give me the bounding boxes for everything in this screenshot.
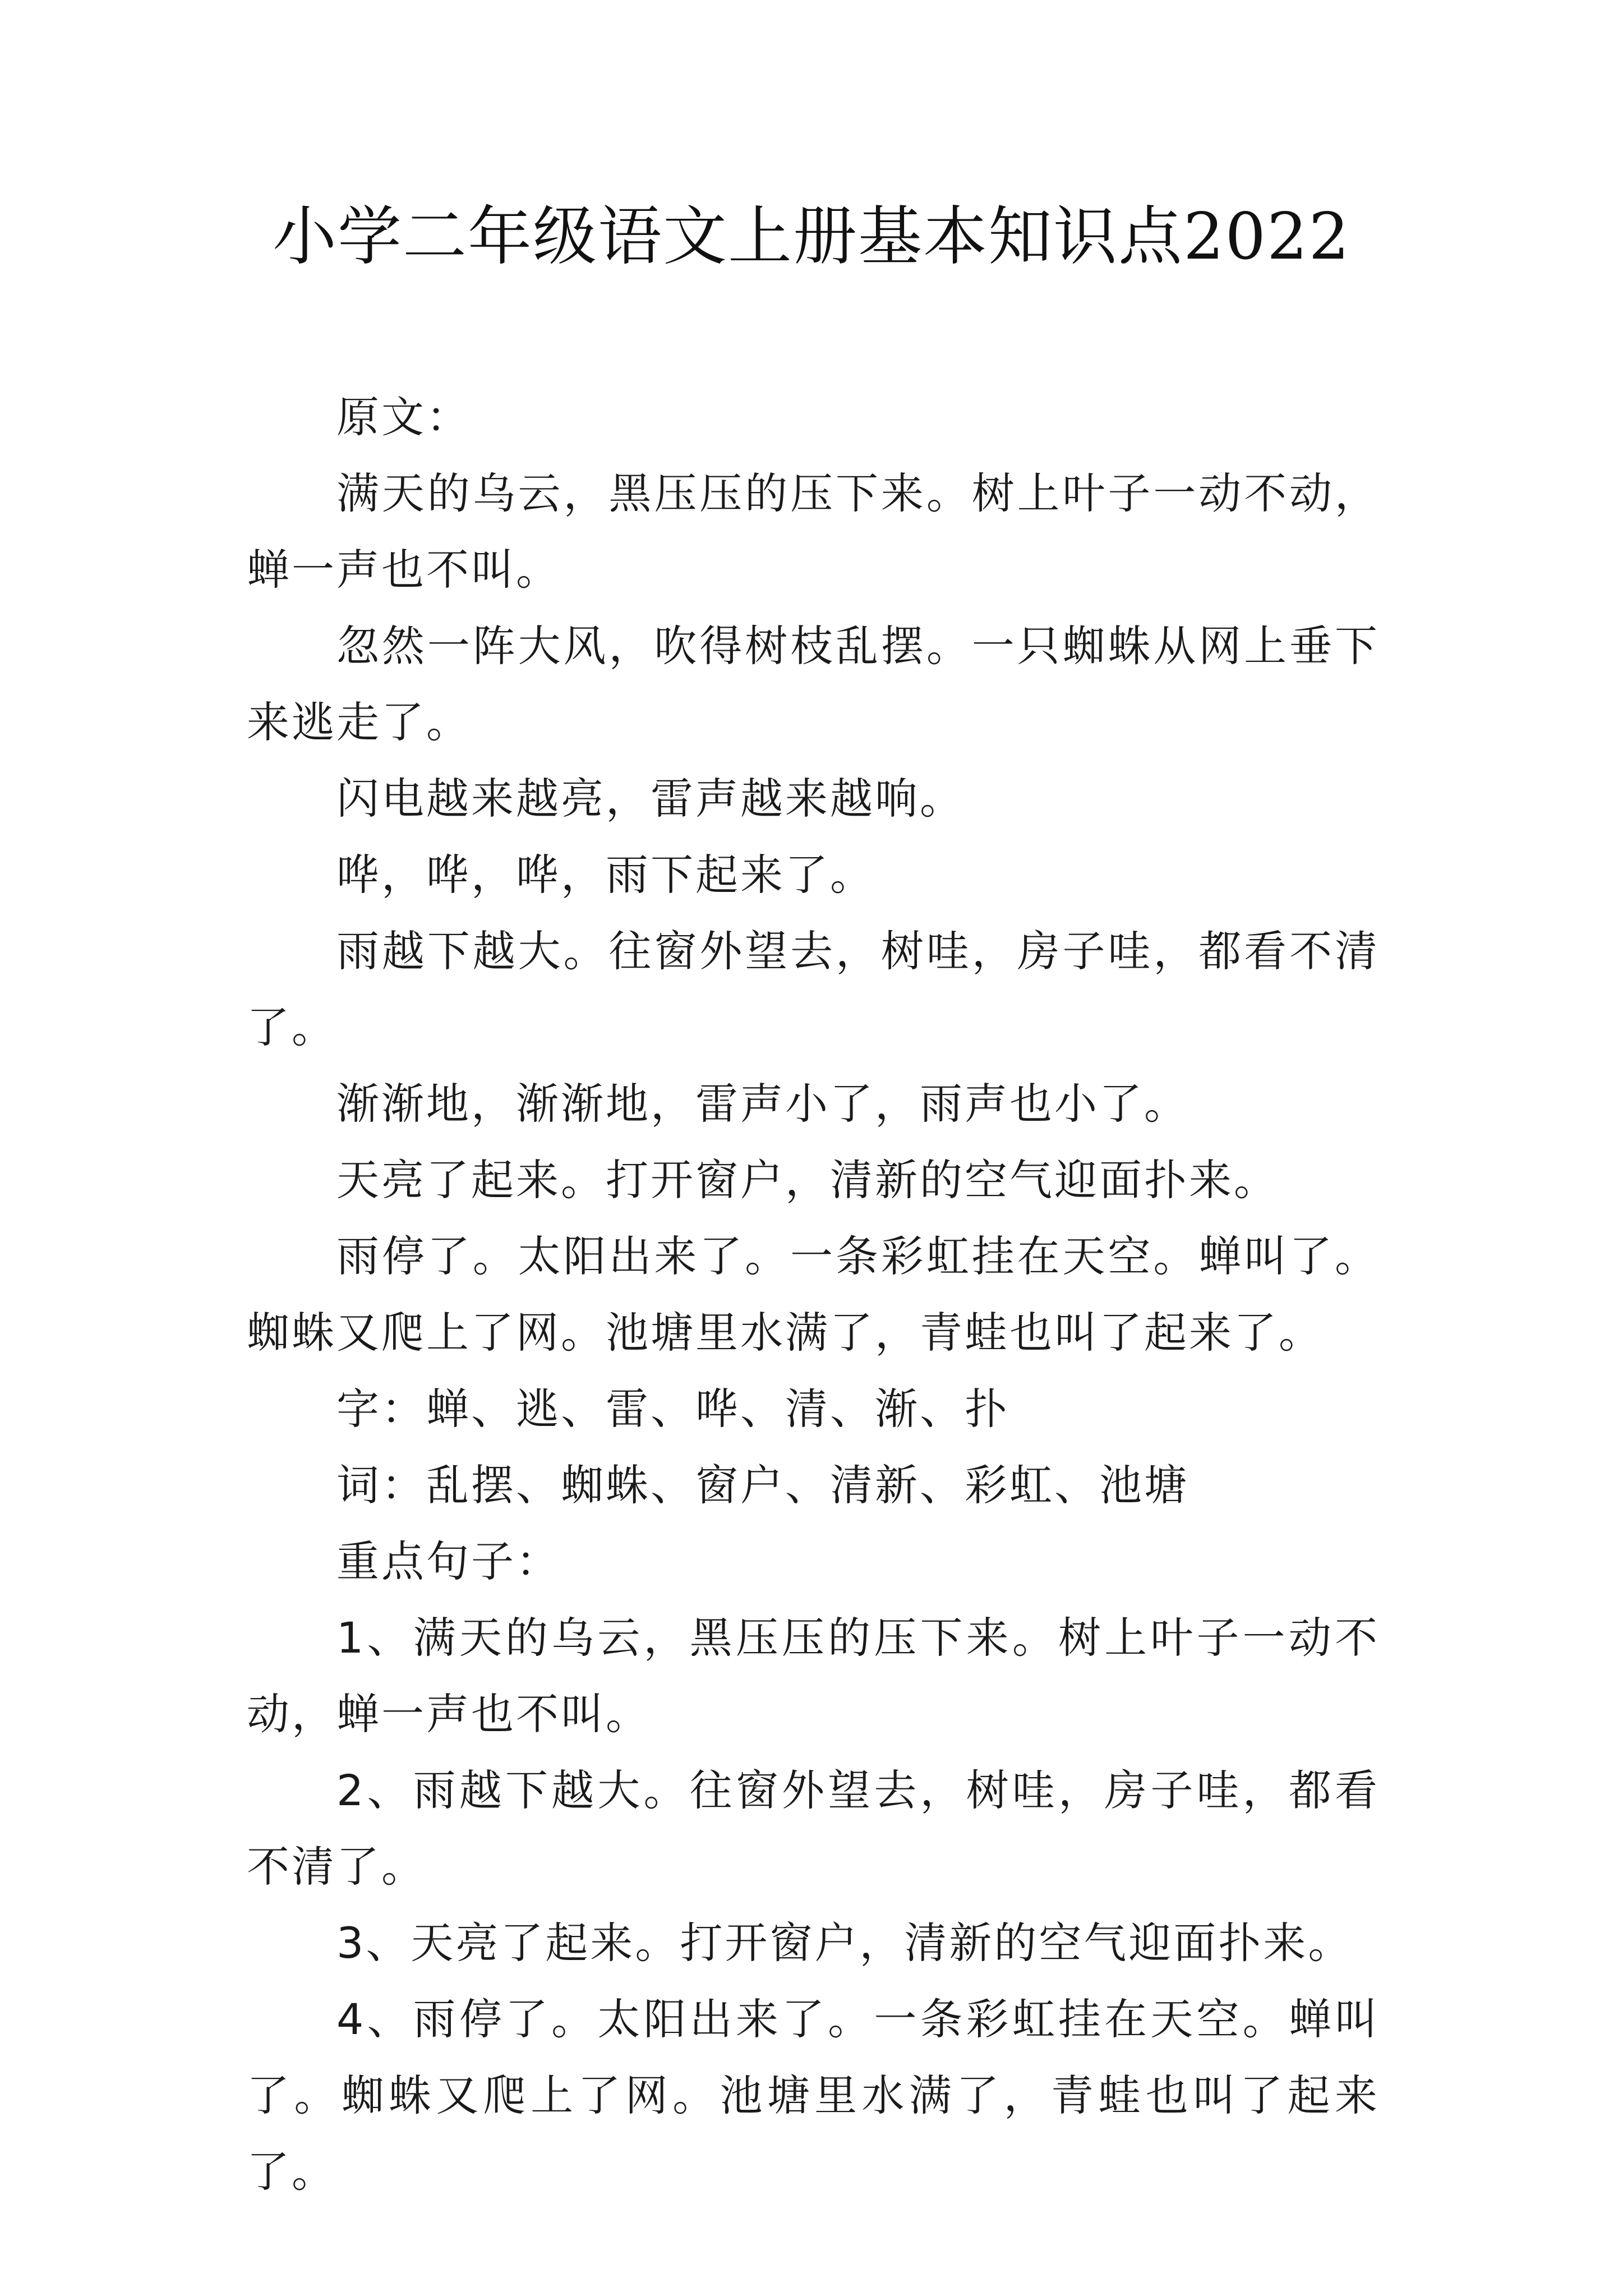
paragraph: 满天的乌云，黑压压的压下来。树上叶子一动不动，蝉一声也不叫。 [247,468,1380,595]
paragraph: 哗，哗，哗，雨下起来了。 [336,850,875,900]
words-list: 词：乱摆、蜘蛛、窗户、清新、彩虹、池塘 [336,1460,1189,1510]
document-body [247,379,1380,2210]
key-sentence-item: 3、天亮了起来。打开窗户，清新的空气迎面扑来。 [336,1918,1353,1968]
paragraph: 雨越下越大。往窗外望去，树哇，房子哇，都看不清了。 [247,926,1380,1052]
paragraph: 闪电越来越亮，雷声越来越响。 [336,774,965,823]
key-sentence-item: 4、雨停了。太阳出来了。一条彩虹挂在天空。蝉叫了。蜘蛛又爬上了网。池塘里水满了，青蛙也叫了起来了。 [247,1994,1380,2197]
key-sentences-heading: 重点句子： [336,1536,561,1586]
paragraph: 天亮了起来。打开窗户，清新的空气迎面扑来。 [336,1155,1279,1205]
paragraph: 雨停了。太阳出来了。一条彩虹挂在天空。蝉叫了。蜘蛛又爬上了网。池塘里水满了，青蛙也叫了起来了。 [247,1231,1380,1358]
key-sentence-item: 2、雨越下越大。往窗外望去，树哇，房子哇，都看不清了。 [247,1765,1380,1892]
paragraph: 忽然一阵大风，吹得树枝乱摆。一只蜘蛛从网上垂下来逃走了。 [247,621,1380,747]
paragraph: 渐渐地，渐渐地，雷声小了，雨声也小了。 [336,1079,1189,1129]
document-title: 小学二年级语文上册基本知识点2022 [272,199,1351,274]
characters-list: 字：蝉、逃、雷、哗、清、渐、扑 [336,1384,1009,1434]
paragraph-original-label: 原文： [336,392,471,442]
key-sentence-item: 1、满天的乌云，黑压压的压下来。树上叶子一动不动，蝉一声也不叫。 [247,1613,1380,1739]
